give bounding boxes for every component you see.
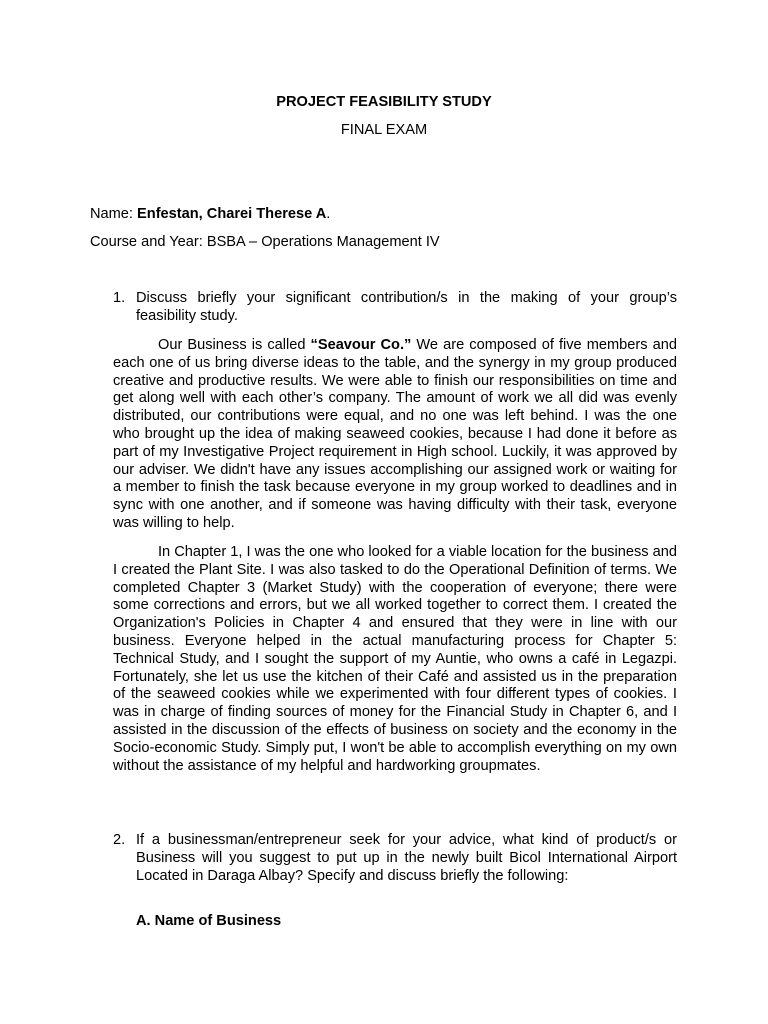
answer-1-paragraph-2: In Chapter 1, I was the one who looked for a viable location for the business and I created the Plant Site. I was also tasked to do the Operational Definition of terms. We completed Chapter 3 (Market Study) with the cooperation of everyone; there were some corrections and errors, but we all worked together to correct them. I created the Organization's Policies in Chapter 4 and ensured that they were in line with our business. Everyone helped in the actual manufacturing process for Chapter 5: Technical Study, and I sought the support of my Auntie, who owns a café in Legazpi. Fortunately, she let us use the kitchen of their Café and assisted us in the preparation of the seaweed cookies while we experimented with four different types of cookies. I was in charge of finding sources of money for the Financial Study in Chapter 6, and I assisted in the discussion of the effects of business on society and the economy in the Socio-economic Study. Simply put, I won't be able to accomplish everything on my own without the assistance of my helpful and hardworking groupmates. [113, 544, 677, 774]
course-label: Course and Year: [90, 234, 203, 250]
question-2-text: If a businessman/entrepreneur seek for your advice, what kind of product/s or Business will you suggest to put up in the newly built Bicol International Airport Located in Daraga Albay? Specify and discuss briefly the following: [136, 832, 677, 884]
question-2-number: 2. [113, 832, 126, 848]
p1-rest: We are composed of five members and each one of us bring diverse ideas to the table, and the synergy in my group produced creative and productive results. We were able to finish our responsibilities on time and get along well with each other’s company. The amount of work we all did was evenly distributed, our contributions were equal, and no one was left behind. I was the one who brought up the idea of making seaweed cookies, because I had done it before as part of my Investigative Project requirement in High school. Luckily, it was approved by our adviser. We didn't have any issues accomplishing our assigned work or waiting for a member to finish the task because everyone in my group worked to deadlines and in sync with one another, and if someone was having difficulty with their task, everyone was willing to help. [113, 337, 678, 531]
document-title: PROJECT FEASIBILITY STUDY [276, 94, 492, 110]
name-period: . [326, 206, 331, 222]
subheading-name-of-business: A. Name of Business [136, 913, 282, 929]
name-line [90, 206, 330, 224]
course-line [90, 234, 440, 252]
course-value: BSBA – Operations Management IV [206, 234, 440, 250]
document-subtitle: FINAL EXAM [340, 122, 428, 138]
answer-1-paragraph-1 [113, 337, 677, 533]
question-1-number: 1. [113, 290, 126, 306]
p1-intro: Our Business is called [158, 337, 311, 353]
name-label: Name: [90, 206, 133, 222]
question-1-text: Discuss briefly your significant contribution/s in the making of your group’s feasibility study. [136, 290, 677, 324]
name-value: Enfestan, Charei Therese A [137, 206, 327, 222]
company-name: “Seavour Co.” [310, 337, 412, 353]
